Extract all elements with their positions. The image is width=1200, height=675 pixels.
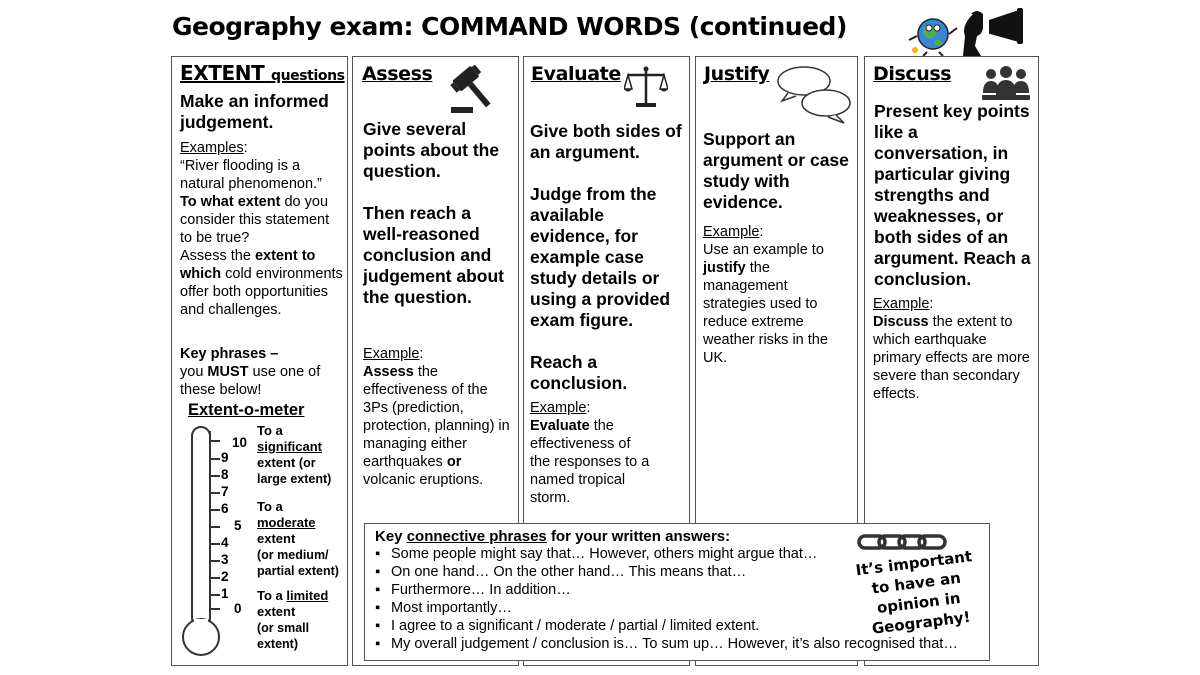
list-item: ▪ I agree to a significant / moderate / partial / limited extent. [375, 617, 979, 635]
justify-example: Example: Use an example to justify the management strategies used to reduce extreme weather risks in the UK. [703, 224, 828, 366]
tick-label: 4 [221, 535, 229, 550]
page-title: Geography exam: COMMAND WORDS (continued) [172, 12, 847, 41]
gavel-icon [449, 65, 499, 115]
justify-point-1: Support an argument or case study with evidence. [703, 129, 849, 212]
tick-label: 1 [221, 586, 229, 601]
significant-extent-label: To a significant extent (or large extent) [257, 423, 332, 486]
list-item: ▪ Most importantly… [375, 599, 979, 617]
opinion-callout: It’s important to have an opinion in Geography! [854, 547, 973, 638]
tick-label: 0 [234, 601, 242, 616]
discuss-heading: Discuss [873, 63, 952, 85]
speech-bubbles-icon [774, 63, 854, 125]
evaluate-heading: Evaluate [531, 63, 621, 85]
discuss-example: Example: Discuss the extent to which earthquake primary effects are more severe than secondary effects. [873, 296, 1030, 402]
extent-o-meter-title: Extent-o-meter [188, 401, 305, 419]
assess-point-1: Give several points about the question. [363, 119, 500, 181]
scales-icon [624, 65, 668, 109]
tick-label: 10 [232, 435, 248, 450]
evaluate-point-1: Give both sides of an argument. [530, 121, 682, 162]
assess-heading: Assess [362, 63, 433, 85]
tick-label: 5 [234, 518, 242, 533]
list-item: ▪ On one hand… On the other hand… This means that… [375, 563, 979, 581]
evaluate-example: Example: Evaluate the effectiveness of the responses to a named tropical storm. [530, 400, 650, 506]
extent-key-phrases: Key phrases – you MUST use one of these below! [180, 346, 321, 398]
evaluate-point-2: Judge from the available evidence, for example case study details or using a provided exam figure. [530, 184, 671, 330]
extent-panel [171, 56, 348, 666]
tick-label: 2 [221, 569, 229, 584]
extent-summary: Make an informed judgement. [180, 91, 329, 132]
assess-point-2: Then reach a well-reasoned conclusion and judgement about the question. [363, 203, 504, 307]
list-item: ▪ Furthermore… In addition… [375, 581, 979, 599]
evaluate-point-3: Reach a conclusion. [530, 352, 628, 393]
justify-heading: Justify [704, 63, 770, 85]
tick-label: 7 [221, 484, 229, 499]
tick-label: 6 [221, 501, 229, 516]
extent-heading: EXTENT questions [180, 61, 345, 85]
limited-extent-label: To a limited extent (or small extent) [257, 588, 329, 651]
logo-globe-megaphone-icon [905, 6, 1030, 58]
discuss-point-1: Present key points like a conversation, in particular giving strengths and weaknesses, or both sides of an argument. Reach a conclusion. [874, 101, 1031, 289]
connective-heading: Key connective phrases for your written answers: [375, 528, 731, 545]
extent-o-meter-scale [206, 429, 234, 615]
group-people-icon [981, 65, 1031, 101]
extent-examples: Examples: “River flooding is a natural phenomenon.” To what extent do you consider this statement to be true? Assess the extent to which cold environments offer both opportunities and challenges. [180, 140, 343, 318]
list-item: ▪ My overall judgement / conclusion is… To sum up… However, it’s also recognised that… [375, 635, 979, 653]
assess-example: Example: Assess the effectiveness of the 3Ps (prediction, protection, planning) in managing either earthquakes or volcanic eruptions. [363, 346, 510, 488]
moderate-extent-label: To a moderate extent (or medium/ partial extent) [257, 499, 339, 578]
list-item: ▪ Some people might say that… However, others might argue that… [375, 545, 979, 563]
tick-label: 8 [221, 467, 229, 482]
tick-label: 3 [221, 552, 229, 567]
tick-label: 9 [221, 450, 229, 465]
